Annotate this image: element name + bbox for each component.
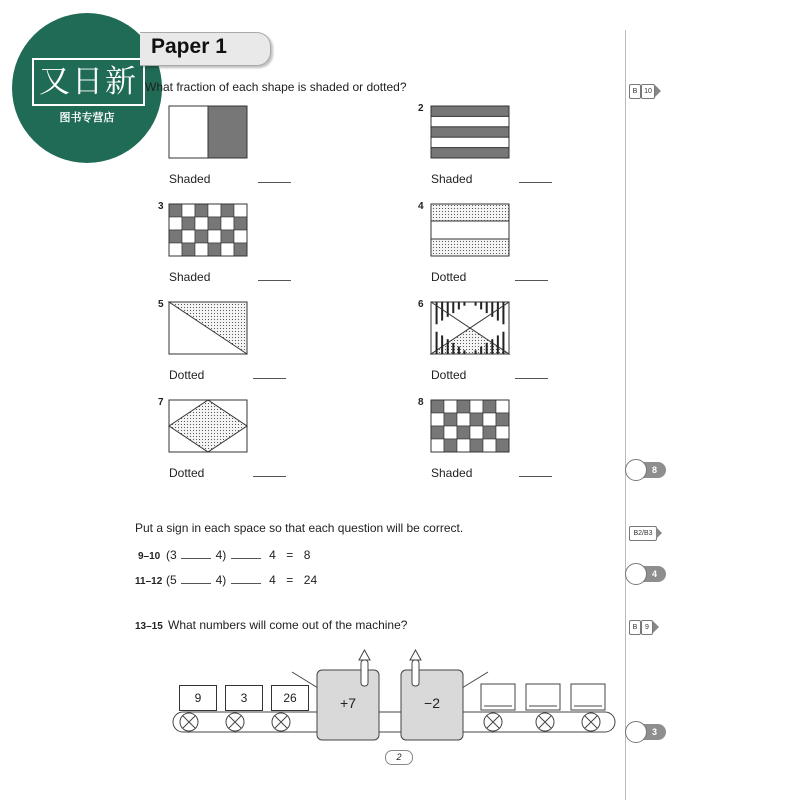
question-number: 7: [158, 397, 164, 408]
sign-blank[interactable]: [231, 583, 261, 584]
shape-7: [169, 400, 247, 452]
equation-row-1: [138, 546, 310, 562]
machine-op-add: +7: [340, 695, 356, 711]
shape-4: [431, 204, 509, 256]
answer-blank[interactable]: [253, 476, 286, 477]
tag-10: 10: [641, 84, 655, 99]
input-box: 9: [179, 685, 217, 711]
question-number: 5: [158, 299, 164, 310]
shape-label: Dotted: [169, 466, 205, 480]
score-pill-4: 4: [628, 566, 666, 582]
answer-blank[interactable]: [258, 280, 291, 281]
shape-5: [169, 302, 247, 354]
shape-label: Shaded: [431, 172, 473, 186]
shape-3: [169, 204, 247, 256]
sign-blank[interactable]: [181, 583, 211, 584]
answer-blank[interactable]: [258, 182, 291, 183]
score-pill-3: 3: [628, 724, 666, 740]
question-number: 9–10: [138, 551, 161, 562]
answer-blank[interactable]: [515, 280, 548, 281]
sign-blank[interactable]: [231, 558, 261, 559]
eq-open: (5: [166, 573, 177, 587]
question-number: 3: [158, 201, 164, 212]
eq-result: 8: [303, 548, 311, 562]
question-number: 6: [418, 299, 424, 310]
answer-blank[interactable]: [519, 182, 552, 183]
shape-label: Dotted: [431, 270, 467, 284]
score-pill-8: 8: [628, 462, 666, 478]
eq-mid: 4): [215, 573, 227, 587]
question-number: 2: [418, 103, 424, 114]
answer-blank[interactable]: [515, 378, 548, 379]
shape-label: Shaded: [169, 270, 211, 284]
equation-row-2: [135, 571, 317, 587]
shape-6: [431, 302, 509, 354]
eq-mid: 4): [215, 548, 227, 562]
tag-b2: B: [629, 620, 641, 635]
eq-equals: =: [286, 548, 294, 562]
question-number: 8: [418, 397, 424, 408]
machine-op-subtract: −2: [424, 695, 440, 711]
shape-2: [431, 106, 509, 158]
eq-equals: =: [286, 573, 294, 587]
eq-open: (3: [166, 548, 177, 562]
logo-chars: 又日新: [32, 58, 145, 106]
input-box: 26: [271, 685, 309, 711]
question-text: What numbers will come out of the machine?: [168, 618, 408, 632]
tag-9: 9: [641, 620, 653, 635]
tag-b1: B: [629, 84, 641, 99]
eq-end: 4: [269, 548, 276, 562]
question-number: 4: [418, 201, 424, 212]
page-number: 2: [385, 750, 413, 765]
shape-label: Shaded: [431, 466, 473, 480]
shape-label: Shaded: [169, 172, 211, 186]
answer-blank[interactable]: [253, 378, 286, 379]
shape-8: [431, 400, 509, 452]
tag-b2b3: B2/B3: [629, 526, 657, 541]
page-title: Paper 1: [151, 35, 227, 58]
question-machine: [135, 616, 407, 634]
eq-result: 24: [303, 573, 318, 587]
shape-label: Dotted: [169, 368, 205, 382]
question-number: 13–15: [135, 621, 163, 632]
question-number: 11–12: [135, 576, 163, 587]
answer-blank[interactable]: [519, 476, 552, 477]
instruction-fractions: What fraction of each shape is shaded or dotted?: [145, 80, 407, 94]
shape-label: Dotted: [431, 368, 467, 382]
shape-1: [169, 106, 247, 158]
instruction-signs: Put a sign in each space so that each question will be correct.: [135, 521, 464, 535]
eq-end: 4: [269, 573, 276, 587]
logo-subtitle: 图书专营店: [59, 111, 115, 124]
input-box: 3: [225, 685, 263, 711]
sign-blank[interactable]: [181, 558, 211, 559]
